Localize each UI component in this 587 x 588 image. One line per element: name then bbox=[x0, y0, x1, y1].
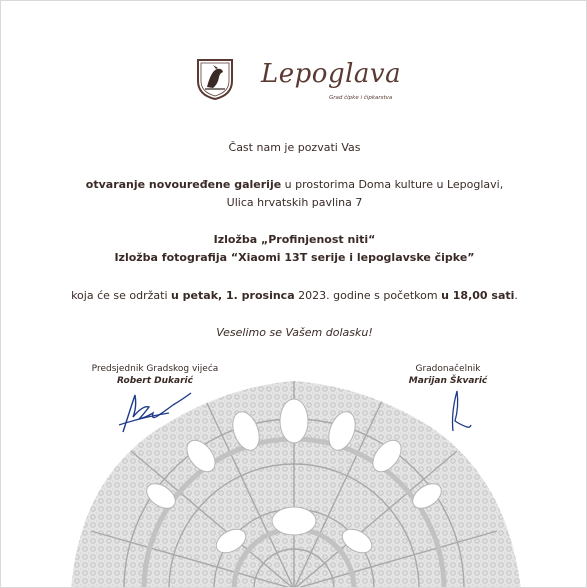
event-date: u petak, 1. prosinca bbox=[171, 289, 295, 302]
signatory-left-title: Predsjednik Gradskog vijeća bbox=[91, 364, 219, 374]
event-time: u 18,00 sati bbox=[441, 289, 515, 302]
date-prefix: koja će se održati bbox=[71, 289, 168, 302]
signatory-right-name: Marijan Škvarić bbox=[408, 376, 488, 386]
logo-subtitle: Grad čipke i čipkarstva bbox=[329, 95, 393, 101]
closing-text: Veselimo se Vašem dolasku! bbox=[216, 326, 373, 339]
exhibition-1 bbox=[1, 233, 587, 247]
signature-right bbox=[439, 387, 479, 437]
signature-left bbox=[113, 387, 193, 437]
date-line bbox=[1, 289, 587, 303]
address-text: Ulica hrvatskih pavlina 7 bbox=[226, 196, 363, 209]
intro-text: Čast nam je pozvati Vas bbox=[228, 141, 361, 154]
city-logo bbox=[195, 55, 402, 105]
exhibition-2-title: Izložba fotografija “Xiaomi 13T serije i lepoglavske čipke” bbox=[114, 251, 475, 264]
address-line bbox=[1, 196, 587, 210]
signatory-left-name: Robert Dukarić bbox=[117, 376, 193, 386]
closing-line bbox=[1, 326, 587, 340]
signatory-right bbox=[393, 363, 503, 387]
event-name: otvaranje novouređene galerije bbox=[85, 178, 282, 191]
exhibition-2 bbox=[1, 251, 587, 265]
signatory-right-title: Gradonačelnik bbox=[415, 364, 481, 374]
crest-bird-icon bbox=[195, 57, 235, 101]
event-line bbox=[1, 178, 587, 192]
event-location: u prostorima Doma kulture u Lepoglavi, bbox=[284, 178, 504, 191]
logo-wordmark: Lepoglava bbox=[261, 59, 402, 89]
intro-line bbox=[1, 141, 587, 155]
signatory-left bbox=[85, 363, 225, 387]
exhibition-1-title: Izložba „Profinjenost niti“ bbox=[213, 233, 376, 246]
date-end: . bbox=[514, 289, 518, 302]
date-middle: 2023. godine s početkom bbox=[298, 289, 438, 302]
